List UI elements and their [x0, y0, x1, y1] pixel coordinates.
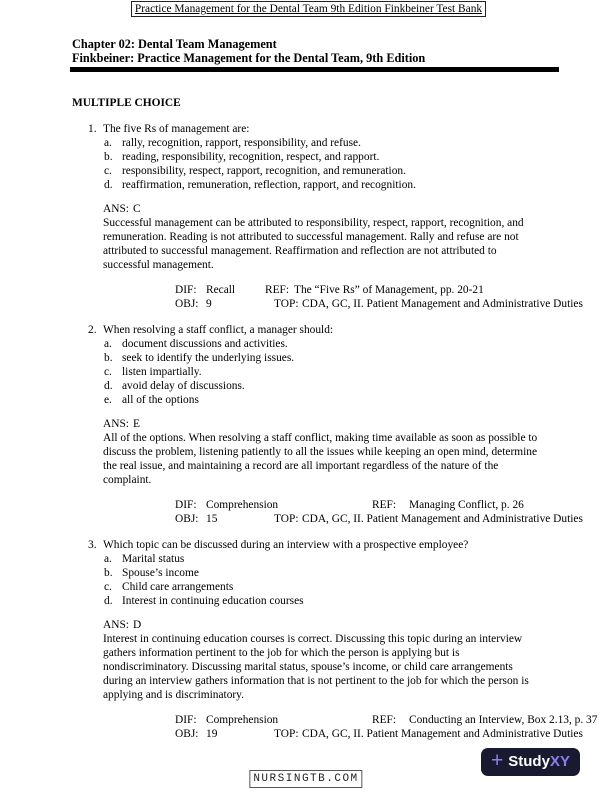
- brand-wordmark: [508, 752, 570, 770]
- brand-study-text: Study: [508, 752, 550, 770]
- question-number: 1.: [88, 123, 97, 135]
- dif-label: DIF:: [175, 499, 197, 511]
- option-row: [72, 150, 545, 164]
- option-row: [72, 351, 545, 365]
- question-number: 3.: [88, 539, 97, 551]
- answer-label: ANS:: [103, 619, 129, 631]
- ref-value: Managing Conflict, p. 26: [409, 499, 524, 511]
- top-value: CDA, GC, II. Patient Management and Administrative Duties: [302, 513, 583, 525]
- option-text: avoid delay of discussions.: [122, 380, 245, 392]
- answer-line: [72, 618, 545, 632]
- option-letter: a.: [104, 338, 112, 350]
- feedback-text: Successful management can be attributed to responsibility, respect, rapport, recognition, and remuneration. Reading is not attributed to successful management. Rally and refuse are not attributed to successful management. Reaffirmation and reflection are not attributed to successful management.: [103, 217, 524, 271]
- meta-obj-line: [175, 727, 583, 741]
- studyxy-logo-badge: [481, 748, 580, 776]
- feedback-text: All of the options. When resolving a staff conflict, making time available as soon as possible to discuss the problem, listening patiently to all the issues while keeping an open mind, determine the real issue, and maintaining a record are all important regardless of the nature of the complaint.: [103, 432, 538, 486]
- option-letter: e.: [104, 394, 112, 406]
- dif-label: DIF:: [175, 714, 197, 726]
- answer-value: E: [133, 418, 140, 430]
- question-line: [72, 323, 545, 337]
- option-text: reading, responsibility, recognition, respect, and rapport.: [122, 151, 380, 163]
- option-row: [72, 566, 545, 580]
- chapter-title: Chapter 02: Dental Team Management: [72, 37, 277, 51]
- option-text: rally, recognition, rapport, responsibility, and refuse.: [122, 137, 361, 149]
- answer-value: D: [133, 619, 142, 631]
- option-row: [72, 365, 545, 379]
- option-text: listen impartially.: [122, 366, 202, 378]
- section-heading: MULTIPLE CHOICE: [72, 97, 181, 109]
- option-letter: b.: [104, 151, 113, 163]
- option-letter: b.: [104, 567, 113, 579]
- answer-label: ANS:: [103, 203, 129, 215]
- option-letter: a.: [104, 137, 112, 149]
- option-text: Interest in continuing education courses: [122, 595, 304, 607]
- top-value: CDA, GC, II. Patient Management and Administrative Duties: [302, 298, 583, 310]
- question-meta: [72, 283, 583, 311]
- ref-label: REF:: [265, 284, 290, 296]
- option-letter: c.: [104, 366, 112, 378]
- option-row: [72, 580, 545, 594]
- ref-label: REF:: [372, 499, 397, 511]
- option-text: Spouse’s income: [122, 567, 199, 579]
- page-header: [72, 1, 545, 17]
- feedback-text: Interest in continuing education courses is correct. Discussing this topic during an interview gathers information pertinent to the job for which the person is applying but is nondiscriminatory. Discussing marital status, spouse’s income, or child care arrangements during an interview gathers information that is not pertinent to the job for which the person is applying and is discriminatory.: [103, 633, 529, 701]
- option-letter: d.: [104, 179, 113, 191]
- answer-line: [72, 202, 545, 216]
- testbank-title-link[interactable]: Practice Management for the Dental Team 9th Edition Finkbeiner Test Bank: [131, 1, 486, 17]
- option-text: seek to identify the underlying issues.: [122, 352, 295, 364]
- option-row: [72, 552, 545, 566]
- option-row: [72, 337, 545, 351]
- dif-value: Recall: [206, 284, 236, 296]
- option-letter: c.: [104, 165, 112, 177]
- option-letter: b.: [104, 352, 113, 364]
- option-row: [72, 594, 545, 608]
- meta-dif-line: [175, 713, 598, 727]
- dif-value: Comprehension: [206, 499, 279, 511]
- obj-value: 9: [206, 298, 212, 310]
- ref-label: REF:: [372, 714, 397, 726]
- option-letter: a.: [104, 553, 112, 565]
- option-row: [72, 178, 545, 192]
- option-text: Marital status: [122, 553, 185, 565]
- question-text: The five Rs of management are:: [103, 123, 250, 135]
- option-text: responsibility, respect, rapport, recognition, and remuneration.: [122, 165, 406, 177]
- question-line: [72, 122, 545, 136]
- book-title: Finkbeiner: Practice Management for the Dental Team, 9th Edition: [72, 51, 426, 65]
- option-letter: d.: [104, 595, 113, 607]
- meta-dif-line: [175, 283, 545, 297]
- ref-value: Conducting an Interview, Box 2.13, p. 37: [409, 714, 598, 726]
- plus-icon: +: [491, 748, 504, 772]
- question-text: When resolving a staff conflict, a manager should:: [103, 324, 334, 336]
- obj-label: OBJ:: [175, 298, 199, 310]
- meta-dif-line: [175, 498, 545, 512]
- top-label: TOP:: [274, 513, 299, 525]
- question-item: [72, 122, 583, 311]
- top-value: CDA, GC, II. Patient Management and Administrative Duties: [302, 728, 583, 740]
- ref-value: The “Five Rs” of Management, pp. 20-21: [294, 284, 484, 296]
- option-row: [72, 379, 545, 393]
- option-letter: d.: [104, 380, 113, 392]
- obj-value: 15: [206, 513, 218, 525]
- meta-obj-line: [175, 512, 583, 526]
- option-text: all of the options: [122, 394, 199, 406]
- question-number: 2.: [88, 324, 97, 336]
- nursingtb-watermark-link[interactable]: NURSINGTB.COM: [249, 770, 362, 788]
- top-label: TOP:: [274, 728, 299, 740]
- question-item: [72, 323, 583, 526]
- option-row: [72, 136, 545, 150]
- answer-line: [72, 417, 545, 431]
- top-label: TOP:: [274, 298, 299, 310]
- question-line: [72, 538, 545, 552]
- option-text: document discussions and activities.: [122, 338, 288, 350]
- brand-xy-text: XY: [549, 752, 570, 770]
- option-row: [72, 164, 545, 178]
- question-meta: [72, 713, 598, 741]
- obj-label: OBJ:: [175, 513, 199, 525]
- question-meta: [72, 498, 583, 526]
- obj-label: OBJ:: [175, 728, 199, 740]
- divider-rule: [70, 67, 559, 72]
- option-letter: c.: [104, 581, 112, 593]
- question-item: [72, 538, 598, 741]
- option-text: reaffirmation, remuneration, reflection, rapport, and recognition.: [122, 179, 416, 191]
- answer-value: C: [133, 203, 141, 215]
- option-text: Child care arrangements: [122, 581, 234, 593]
- meta-obj-line: [175, 297, 583, 311]
- answer-label: ANS:: [103, 418, 129, 430]
- chapter-heading-block: [72, 37, 545, 72]
- obj-value: 19: [206, 728, 218, 740]
- question-text: Which topic can be discussed during an interview with a prospective employee?: [103, 539, 469, 551]
- dif-label: DIF:: [175, 284, 197, 296]
- dif-value: Comprehension: [206, 714, 279, 726]
- option-row: [72, 393, 545, 407]
